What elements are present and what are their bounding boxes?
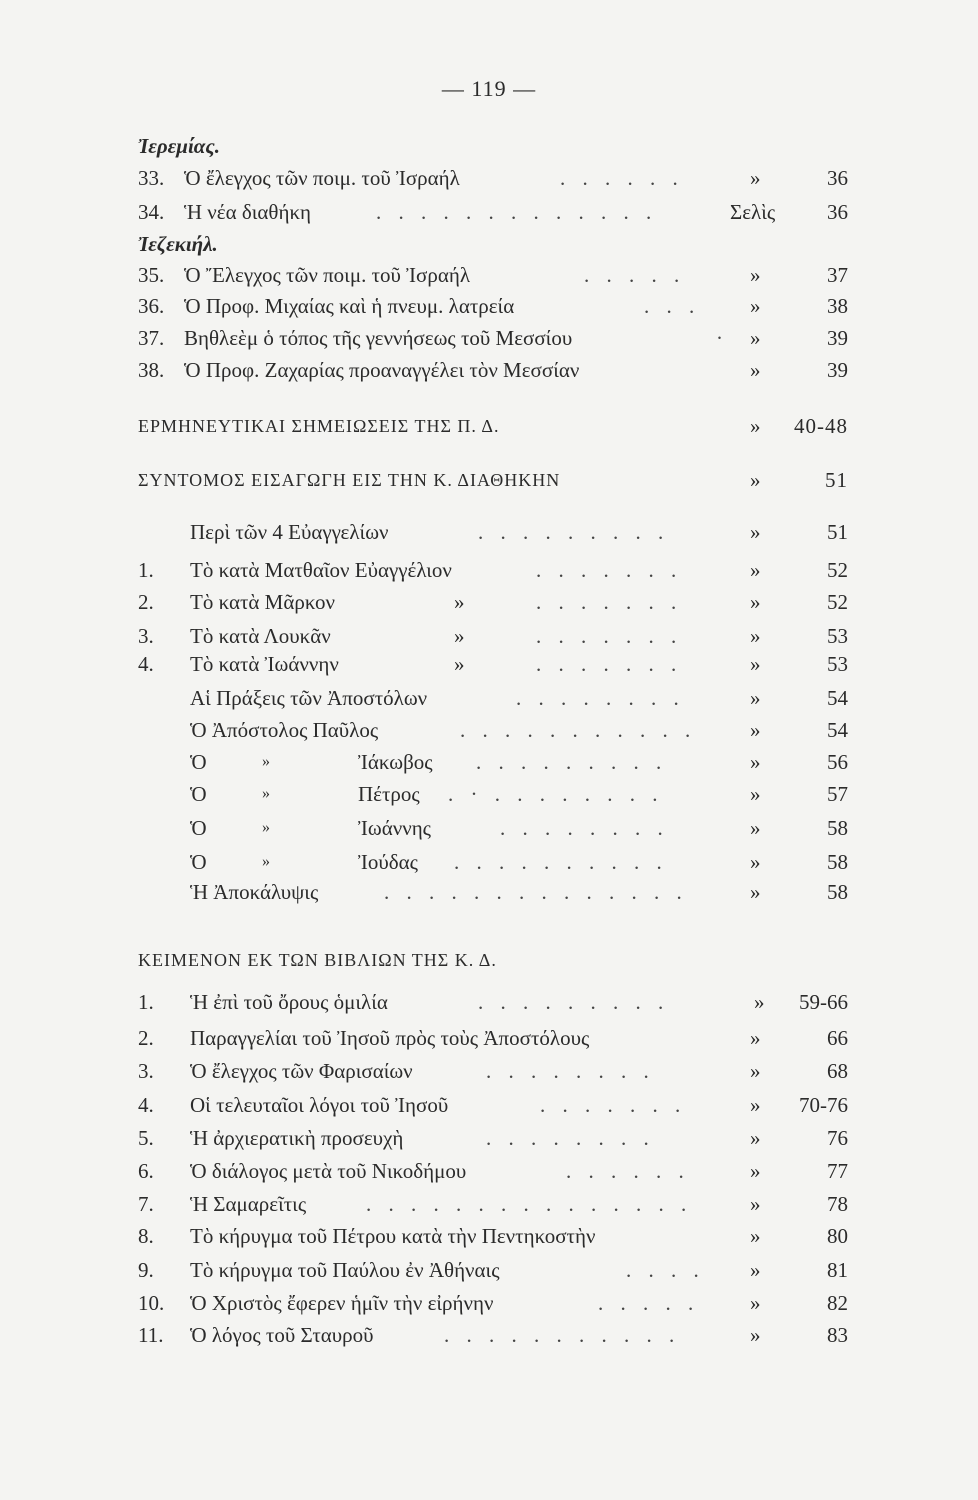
entry-title: Τὸ κατὰ Λουκᾶν <box>190 624 331 648</box>
ditto-marker: » <box>750 558 761 582</box>
toc-entry <box>138 1220 848 1252</box>
leader-dots: . . . . . . . <box>536 558 683 582</box>
toc-entry <box>138 1155 848 1187</box>
entry-number: 37. <box>138 326 165 350</box>
leader-dots: . . . . . . . . . . . . . . <box>384 880 688 904</box>
entry-page: 58 <box>827 880 848 904</box>
entry-title: Τὸ κήρυγμα τοῦ Πέτρου κατὰ τὴν Πεντηκοστὴν <box>190 1224 596 1248</box>
page-label: Σελὶς <box>730 200 776 224</box>
toc-entry <box>138 648 848 680</box>
entry-title: Ὁ Προφ. Ζαχαρίας προαναγγέλει τὸν Μεσσίαν <box>184 358 580 382</box>
leader-dots: . . . <box>644 294 701 318</box>
ditto-marker: » <box>750 1258 761 1282</box>
ditto-marker: » <box>750 850 761 874</box>
ditto-marker: » <box>262 819 270 836</box>
leader-dots: . . . . . . . . <box>516 686 685 710</box>
ditto-marker: » <box>750 468 762 492</box>
toc-entry <box>138 290 848 322</box>
ditto-marker: » <box>750 1059 761 1083</box>
entry-title: Τὸ κατὰ Μᾶρκον <box>190 590 335 614</box>
entry-number: 1. <box>138 558 154 582</box>
entry-number: 3. <box>138 624 154 648</box>
ditto-marker: » <box>454 652 465 676</box>
apostle-name: Πέτρος <box>358 782 420 806</box>
entry-page: 52 <box>827 558 848 582</box>
entry-title: Τὸ κατὰ Ματθαῖον Εὐαγγέλιον <box>190 558 452 582</box>
apostle-name: Ἰάκωβος <box>358 750 433 774</box>
toc-entry <box>138 1089 848 1121</box>
entry-page: 51 <box>827 520 848 544</box>
entry-page: 68 <box>827 1059 848 1083</box>
leader-dots: . . . . . . . . <box>500 816 669 840</box>
entry-page: 37 <box>827 263 848 287</box>
ditto-marker: » <box>750 1159 761 1183</box>
toc-entry <box>138 196 848 228</box>
entry-page: 77 <box>827 1159 848 1183</box>
ditto-marker: » <box>750 1323 761 1347</box>
ditto-marker: » <box>750 1026 761 1050</box>
entry-page: 38 <box>827 294 848 318</box>
leader-dots: . . . . . <box>598 1291 700 1315</box>
section-title: ΣΥΝΤΟΜΟΣ ΕΙΣΑΓΩΓΗ ΕΙΣ ΤΗΝ Κ. ΔΙΑΘΗΚΗΝ <box>138 470 561 490</box>
toc-entry <box>138 554 848 586</box>
entry-title: Ἡ νέα διαθήκη <box>184 200 312 224</box>
leader-dots: · <box>716 326 729 350</box>
entry-title: Βηθλεὲμ ὁ τόπος τῆς γεννήσεως τοῦ Μεσσίου <box>184 326 573 350</box>
entry-number: 36. <box>138 294 165 318</box>
ditto-marker: » <box>454 624 465 648</box>
leader-dots: . . . . . . . . <box>486 1059 655 1083</box>
entry-page: 53 <box>827 652 848 676</box>
toc-entry <box>138 778 848 810</box>
entry-page: 39 <box>827 326 848 350</box>
leader-dots: . . . . . . . . . <box>478 990 670 1014</box>
leader-dots: . . . . . . . . . . . . . . . <box>366 1192 693 1216</box>
entry-title: Ὁ Ἀπόστολος Παῦλος <box>190 718 379 742</box>
ditto-marker: » <box>750 816 761 840</box>
entry-page: 52 <box>827 590 848 614</box>
entry-title: Ὁ Ἔλεγχος τῶν ποιμ. τοῦ Ἰσραήλ <box>184 263 471 287</box>
entry-page: 36 <box>827 200 848 224</box>
leader-dots: . . . . . <box>584 263 686 287</box>
toc-entry <box>138 986 848 1018</box>
entry-number: 5. <box>138 1126 154 1150</box>
toc-entry <box>138 1188 848 1220</box>
leader-dots: . . . . . . . . <box>486 1126 655 1150</box>
ditto-marker: » <box>750 294 761 318</box>
ditto-marker: » <box>750 1224 761 1248</box>
ditto-marker: » <box>750 166 761 190</box>
entry-number: 2. <box>138 1026 154 1050</box>
toc-entry <box>138 1122 848 1154</box>
leader-dots: . . . . . . . . . <box>476 750 668 774</box>
ditto-marker: » <box>750 782 761 806</box>
toc-entry <box>138 1287 848 1319</box>
leader-dots: . . . . . . . . . . . . . <box>376 200 658 224</box>
toc-entry <box>138 259 848 291</box>
ditto-marker: » <box>754 990 765 1014</box>
ditto-marker: » <box>750 750 761 774</box>
ditto-marker: » <box>750 590 761 614</box>
section-title: ΕΡΜΗΝΕΥΤΙΚΑΙ ΣΗΜΕΙΩΣΕΙΣ ΤΗΣ Π. Δ. <box>138 416 500 436</box>
toc-entry <box>138 746 848 778</box>
entry-page: 76 <box>827 1126 848 1150</box>
ditto-marker: » <box>262 753 270 770</box>
entry-page: 81 <box>827 1258 848 1282</box>
toc-entry <box>138 1254 848 1286</box>
leader-dots: . . . . . . <box>560 166 684 190</box>
entry-page: 39 <box>827 358 848 382</box>
ditto-marker: » <box>262 853 270 870</box>
entry-number: 6. <box>138 1159 154 1183</box>
entry-page: 54 <box>827 686 848 710</box>
entry-page: 82 <box>827 1291 848 1315</box>
entry-number: 11. <box>138 1323 164 1347</box>
leader-dots: . . . . <box>626 1258 705 1282</box>
toc-entry <box>138 162 848 194</box>
entry-page: 70-76 <box>799 1093 848 1117</box>
entry-title: Ὁ λόγος τοῦ Σταυροῦ <box>190 1323 374 1347</box>
toc-entry <box>138 586 848 618</box>
entry-title: Ὁ <box>190 850 207 874</box>
entry-title: Ὁ <box>190 816 207 840</box>
toc-entry <box>138 1055 848 1087</box>
leader-dots: . . . . . . . . . <box>478 520 670 544</box>
entry-number: 2. <box>138 590 154 614</box>
ditto-marker: » <box>750 718 761 742</box>
entry-number: 9. <box>138 1258 154 1282</box>
entry-title: Ὁ <box>190 782 207 806</box>
entry-page: 66 <box>827 1026 848 1050</box>
entry-title: Ὁ ἔλεγχος τῶν ποιμ. τοῦ Ἰσραήλ <box>184 166 460 190</box>
toc-section-texts <box>138 944 848 976</box>
toc-entry <box>138 322 848 354</box>
ditto-marker: » <box>750 1126 761 1150</box>
entry-number: 38. <box>138 358 165 382</box>
leader-dots: . . . . . . <box>566 1159 690 1183</box>
entry-title: Ὁ Προφ. Μιχαίας καὶ ἡ πνευμ. λατρεία <box>184 294 515 318</box>
ditto-marker: » <box>750 686 761 710</box>
entry-title: Τὸ κήρυγμα τοῦ Παύλου ἐν Ἀθήναις <box>190 1258 500 1282</box>
leader-dots: . . . . . . . <box>536 624 683 648</box>
toc-entry <box>138 1022 848 1054</box>
entry-page: 51 <box>825 468 848 492</box>
page-number: — 119 — <box>441 76 537 101</box>
leader-dots: . . . . . . . . . . <box>454 850 668 874</box>
entry-page: 80 <box>827 1224 848 1248</box>
entry-number: 3. <box>138 1059 154 1083</box>
entry-title: Ἡ ἀρχιερατικὴ προσευχὴ <box>190 1126 404 1150</box>
ditto-marker: » <box>750 1093 761 1117</box>
entry-title: Ἡ Ἀποκάλυψις <box>190 880 319 904</box>
entry-number: 33. <box>138 166 165 190</box>
ditto-marker: » <box>750 520 761 544</box>
ditto-marker: » <box>750 263 761 287</box>
entry-number: 1. <box>138 990 154 1014</box>
leader-dots: . . . . . . . <box>536 590 683 614</box>
toc-entry <box>138 682 848 714</box>
entry-page: 40-48 <box>794 414 848 438</box>
ditto-marker: » <box>454 590 465 614</box>
toc-entry <box>138 876 848 908</box>
entry-number: 7. <box>138 1192 154 1216</box>
ditto-marker: » <box>750 1291 761 1315</box>
entry-page: 36 <box>827 166 848 190</box>
entry-page: 58 <box>827 816 848 840</box>
toc-section-introduction <box>138 464 848 496</box>
entry-title: Ὁ διάλογος μετὰ τοῦ Νικοδήμου <box>190 1159 467 1183</box>
entry-page: 53 <box>827 624 848 648</box>
entry-page: 56 <box>827 750 848 774</box>
leader-dots: . . . . . . . . . . . <box>444 1323 681 1347</box>
entry-number: 4. <box>138 1093 154 1117</box>
toc-entry <box>138 354 848 386</box>
toc-entry <box>138 516 848 548</box>
apostle-name: Ἰωάννης <box>358 816 431 840</box>
entry-number: 10. <box>138 1291 165 1315</box>
ditto-marker: » <box>750 414 762 438</box>
apostle-name: Ἰούδας <box>358 850 418 874</box>
ditto-marker: » <box>750 652 761 676</box>
section-title: ΚΕΙΜΕΝΟΝ ΕΚ ΤΩΝ ΒΙΒΛΙΩΝ ΤΗΣ Κ. Δ. <box>138 950 497 970</box>
entry-title: Ὁ Χριστὸς ἔφερεν ἡμῖν τὴν εἰρήνην <box>190 1291 494 1315</box>
entry-title: Ἡ ἐπὶ τοῦ ὄρους ὁμιλία <box>190 990 388 1014</box>
section-heading-ezekiel: Ἰεζεκιήλ. <box>138 232 218 256</box>
toc-section-hermeneutic <box>138 410 848 442</box>
leader-dots: . · . . . . . . . . <box>448 782 664 806</box>
entry-page: 58 <box>827 850 848 874</box>
leader-dots: . . . . . . . <box>536 652 683 676</box>
entry-page: 57 <box>827 782 848 806</box>
entry-title: Ὁ ἔλεγχος τῶν Φαρισαίων <box>190 1059 413 1083</box>
ditto-marker: » <box>750 624 761 648</box>
ditto-marker: » <box>750 326 761 350</box>
entry-page: 78 <box>827 1192 848 1216</box>
entry-title: Παραγγελίαι τοῦ Ἰησοῦ πρὸς τοὺς Ἀποστόλους <box>190 1026 590 1050</box>
entry-title: Τὸ κατὰ Ἰωάννην <box>190 652 339 676</box>
entry-title: Αἱ Πράξεις τῶν Ἀποστόλων <box>190 686 428 710</box>
ditto-marker: » <box>750 1192 761 1216</box>
toc-entry <box>138 714 848 746</box>
leader-dots: . . . . . . . . . . . <box>460 718 697 742</box>
ditto-marker: » <box>262 785 270 802</box>
entry-page: 59-66 <box>799 990 848 1014</box>
ditto-marker: » <box>750 358 761 382</box>
entry-title: Περὶ τῶν 4 Εὐαγγελίων <box>190 520 389 544</box>
toc-entry <box>138 812 848 844</box>
leader-dots: . . . . . . . <box>540 1093 687 1117</box>
entry-number: 34. <box>138 200 165 224</box>
entry-number: 8. <box>138 1224 154 1248</box>
entry-title: Ὁ <box>190 750 207 774</box>
entry-title: Ἡ Σαμαρεῖτις <box>190 1192 307 1216</box>
toc-entry <box>138 1319 848 1351</box>
entry-number: 4. <box>138 652 154 676</box>
entry-page: 83 <box>827 1323 848 1347</box>
entry-title: Οἱ τελευταῖοι λόγοι τοῦ Ἰησοῦ <box>190 1093 449 1117</box>
toc-entry <box>138 846 848 878</box>
ditto-marker: » <box>750 880 761 904</box>
entry-number: 35. <box>138 263 165 287</box>
section-heading-jeremiah: Ἰερεμίας. <box>138 134 221 158</box>
entry-page: 54 <box>827 718 848 742</box>
